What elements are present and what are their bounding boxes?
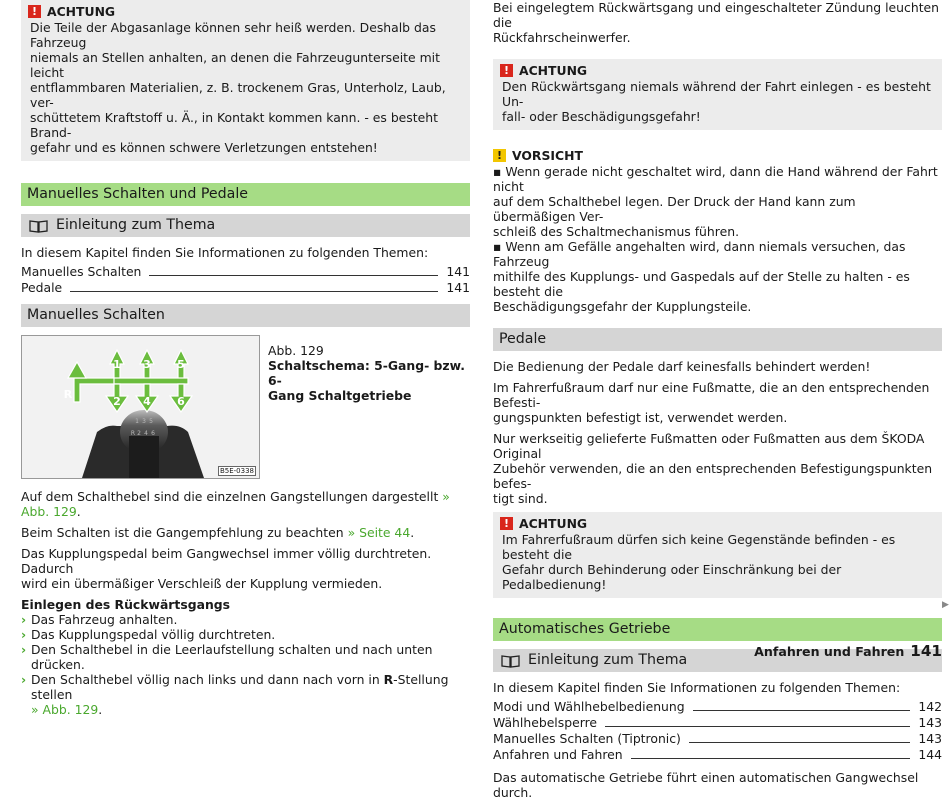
paragraph: Im Fahrerfußraum darf nur eine Fußmatte, die an den entsprechenden Befesti- gungspunkten befestigt ist, verwendet werden. bbox=[493, 380, 930, 425]
book-icon bbox=[29, 219, 48, 233]
knob-label: 4 bbox=[144, 430, 148, 437]
paragraph: Nur werkseitig gelieferte Fußmatten oder Fußmatten aus dem ŠKODA Original Zubehör verwenden, die an den entsprechenden Befestigungspunkten befes- tigt sind. bbox=[493, 431, 933, 506]
warning-box-footwell: ! ACHTUNG Im Fahrerfußraum dürfen sich keine Gegenstände befinden - es besteht die Gefahr durch Behinderung oder Einschränkung bei der Pedalbedienung! bbox=[493, 512, 942, 598]
warning-icon: ! bbox=[500, 517, 513, 530]
paragraph: Das Kupplungspedal beim Gangwechsel immer völlig durchtreten. Dadurch wird ein übermäßiger Verschleiß der Kupplung vermieden. bbox=[21, 546, 432, 591]
figure-label: Abb. 129 bbox=[268, 343, 324, 358]
warning-heading: ! ACHTUNG bbox=[28, 4, 463, 19]
figure-title-line: Gang Schaltgetriebe bbox=[268, 388, 412, 403]
gear-diagram-image bbox=[21, 335, 260, 479]
warning-box-reverse: ! ACHTUNG Den Rückwärtsgang niemals während der Fahrt einlegen - es besteht Un- fall- oder Beschädigungsgefahr! bbox=[493, 59, 942, 130]
step-arrow-icon: › bbox=[21, 612, 27, 627]
warning-line: niemals an Stellen anhalten, an denen die Fahrzeugunterseite mit leicht bbox=[30, 50, 440, 80]
knob-label: R bbox=[130, 430, 136, 437]
step-item: › Den Schalthebel völlig nach links und dann nach vorn in R-Stellung stellen » Abb. 129. bbox=[21, 672, 449, 717]
warning-heading: ! ACHTUNG bbox=[500, 63, 935, 78]
pedale-title: Pedale bbox=[493, 328, 942, 351]
gear-label: 2 bbox=[113, 395, 121, 408]
gear-label: 1 bbox=[113, 358, 121, 371]
knob-label: 3 bbox=[142, 418, 146, 425]
gear-label: 3 bbox=[143, 358, 151, 371]
gear-label: 5 bbox=[177, 358, 185, 371]
image-code: B5E-0338 bbox=[219, 467, 254, 475]
intro-text: In diesem Kapitel finden Sie Informationen zu folgenden Themen: bbox=[21, 245, 429, 260]
step-item: › Den Schalthebel in die Leerlaufstellung schalten und nach unten drücken. bbox=[21, 642, 433, 672]
toc-row[interactable]: Modi und Wählhebelbedienung 142 bbox=[493, 699, 942, 714]
reverse-heading: Einlegen des Rückwärtsgangs bbox=[21, 597, 231, 612]
paragraph: Auf dem Schalthebel sind die einzelnen Gangstellungen dargestellt » Abb. 129. bbox=[21, 489, 450, 519]
caution-heading: ! VORSICHT bbox=[493, 148, 942, 163]
knob-label: 1 bbox=[135, 418, 139, 425]
warning-box-exhaust bbox=[21, 0, 470, 161]
intro-text: In diesem Kapitel finden Sie Informationen zu folgenden Themen: bbox=[493, 680, 901, 695]
warning-line: entflammbaren Materialien, z. B. trockenem Gras, Unterholz, Laub, ver- bbox=[30, 80, 446, 110]
step-arrow-icon: › bbox=[21, 642, 27, 657]
page-footer bbox=[754, 644, 942, 659]
paragraph: Die Bedienung der Pedale darf keinesfalls behindert werden! bbox=[493, 359, 871, 374]
warning-line: gefahr und es können schwere Verletzungen entstehen! bbox=[30, 140, 378, 155]
right-column bbox=[493, 0, 942, 806]
gear-label: 4 bbox=[143, 395, 151, 408]
paragraph: Das automatische Getriebe führt einen automatischen Gangwechsel durch. bbox=[493, 770, 919, 800]
intro-heading: Einleitung zum Thema bbox=[493, 649, 942, 672]
book-icon bbox=[501, 654, 520, 668]
footer-page-number: 141 bbox=[910, 642, 942, 660]
step-arrow-icon: › bbox=[21, 627, 27, 642]
figure-link[interactable]: » Abb. 129 bbox=[31, 702, 99, 717]
figure-title-line: Schaltschema: 5-Gang- bzw. 6- bbox=[268, 358, 465, 388]
continue-arrow-icon: ▶ bbox=[942, 600, 949, 610]
paragraph: Bei eingelegtem Rückwärtsgang und eingeschalteter Zündung leuchten die Rückfahrscheinwerfer. bbox=[493, 0, 940, 45]
toc-row[interactable]: Manuelles Schalten (Tiptronic) 143 bbox=[493, 731, 942, 746]
figure-link[interactable]: » Abb. 129 bbox=[21, 489, 450, 519]
knob-label: 5 bbox=[149, 418, 153, 425]
gear-label-reverse: R bbox=[63, 388, 73, 401]
intro-heading: Einleitung zum Thema bbox=[21, 214, 470, 237]
bullet-icon: ▪ bbox=[493, 239, 506, 254]
knob-label: 2 bbox=[137, 430, 141, 437]
caution-icon: ! bbox=[493, 149, 506, 162]
step-item: › Das Fahrzeug anhalten. bbox=[21, 612, 178, 627]
footer-chapter: Anfahren und Fahren bbox=[754, 644, 905, 659]
auto-section-title: Automatisches Getriebe bbox=[493, 618, 942, 641]
step-item: › Das Kupplungspedal völlig durchtreten. bbox=[21, 627, 276, 642]
toc-row[interactable]: Pedale 141 bbox=[21, 280, 470, 295]
shift-pattern-svg bbox=[22, 336, 259, 478]
paragraph: Beim Schalten ist die Gangempfehlung zu beachten » Seite 44. bbox=[21, 525, 415, 540]
step-arrow-icon: › bbox=[21, 672, 27, 687]
bullet-icon: ▪ bbox=[493, 164, 506, 179]
warning-line: Die Teile der Abgasanlage können sehr heiß werden. Deshalb das Fahrzeug bbox=[30, 20, 436, 50]
knob-label: 6 bbox=[151, 430, 155, 437]
warning-heading: ! ACHTUNG bbox=[500, 516, 935, 531]
caution-box: ! VORSICHT ▪ Wenn gerade nicht geschaltet wird, dann die Hand während der Fahrt nicht auf dem Schalthebel legen. Der Druck der Hand kann zum übermäßigen Ver- schleiß des Schaltmechanismus führen. ▪ Wenn am Gefälle angehalten wird, dann niemals versuchen, das Fahrzeug mithilfe des Kupplungs- und Gaspedals auf der Stelle zu halten - es besteht die Beschädigungsgefahr der Kupplungsteile. bbox=[493, 148, 942, 314]
page-link[interactable]: » Seite 44 bbox=[347, 525, 411, 540]
toc-row[interactable]: Anfahren und Fahren 144 bbox=[493, 747, 942, 762]
figure-129 bbox=[21, 335, 470, 479]
section-title: Manuelles Schalten und Pedale bbox=[21, 183, 470, 206]
toc-row[interactable]: Wählhebelsperre 143 bbox=[493, 715, 942, 730]
warning-icon: ! bbox=[500, 64, 513, 77]
warning-icon: ! bbox=[28, 5, 41, 18]
toc-row[interactable]: Manuelles Schalten 141 bbox=[21, 264, 470, 279]
figure-caption bbox=[260, 335, 468, 479]
subsection-title: Manuelles Schalten bbox=[21, 304, 470, 327]
warning-line: schüttetem Kraftstoff u. Ä., in Kontakt kommen kann. - es besteht Brand- bbox=[30, 110, 438, 140]
left-column bbox=[21, 0, 470, 717]
gear-label: 6 bbox=[177, 395, 185, 408]
